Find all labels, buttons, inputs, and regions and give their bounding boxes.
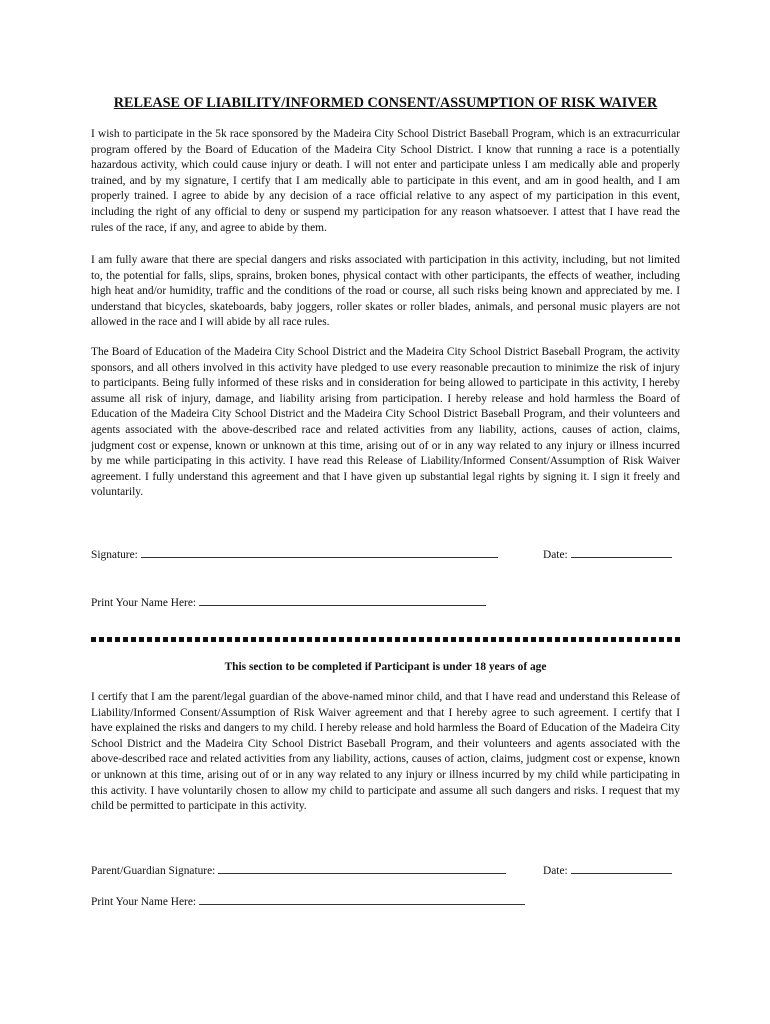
- parent-date-row: [543, 862, 672, 877]
- paragraph-risks: I am fully aware that there are special dangers and risks associated with participation in this activity, including, but not limited to, the potential for falls, slips, sprains, broken bones, physical contact with other participants, the effects of weather, including high heat and/or humidity, traffic and the conditions of the road or course, all such risks being known and appreciated by me. I understand that bicycles, skateboards, baby joggers, roller skates or roller blades, animals, and personal music players are not allowed in the race and I will abide by all race rules.: [91, 254, 680, 329]
- print-name-label: Print Your Name Here:: [91, 597, 197, 609]
- signature-line[interactable]: [141, 546, 498, 558]
- minor-section-heading: This section to be completed if Participant is under 18 years of age: [224, 661, 547, 673]
- paragraph-participation: I wish to participate in the 5k race sponsored by the Madeira City School District Baseball Program, which is an extracurricular program offered by the Board of Education of the Madeira City School District. I know that running a race is a potentially hazardous activity, which could cause injury or death. I will not enter and participate unless I am medically able and properly trained, and by my signature, I certify that I am medically able to participate in this event, and am in good health, and I am properly trained. I agree to abide by any decision of a race official relative to any aspect of my participation in this event, including the right of any official to deny or suspend my participation for any reason whatsoever. I attest that I have read the rules of the race, if any, and agree to abide by them.: [91, 128, 680, 234]
- parent-date-line[interactable]: [571, 862, 672, 874]
- parent-print-name-row: [91, 893, 525, 908]
- parent-date-label: Date:: [543, 865, 568, 877]
- parent-signature-row: [91, 862, 506, 877]
- signature-row: [91, 546, 498, 561]
- parent-signature-label: Parent/Guardian Signature:: [91, 865, 216, 877]
- date-row: [543, 546, 672, 561]
- parent-signature-line[interactable]: [218, 862, 506, 874]
- print-name-line[interactable]: [199, 594, 486, 606]
- paragraph-guardian: I certify that I am the parent/legal guardian of the above-named minor child, and that I have read and understand this Release of Liability/Informed Consent/Assumption of Risk Waiver agreement and that I hereby agree to such agreement. I certify that I have explained the risks and dangers to my child. I hereby release and hold harmless the Board of Education of the Madeira City School District and the Madeira City School District Baseball Program, and their volunteers and agents associated with the above-described race and related activities from any liability, actions, causes of action, claims, judgment cost or expense, known or unknown at this time, arising out of or in any way related to any injury or illness incurred by my child while participating in this activity. I have voluntarily chosen to allow my child to participate and assume all such dangers and risks. I request that my child be permitted to participate in this activity.: [91, 691, 680, 813]
- paragraph-release: The Board of Education of the Madeira City School District and the Madeira City School District Baseball Program, the activity sponsors, and all others involved in this activity have pledged to use every reasonable precaution to minimize the risk of injury to participants. Being fully informed of these risks and in consideration for being allowed to participate in this activity, I hereby assume all risk of injury, damage, and liability arising from participation. I hereby release and hold harmless the Board of Education of the Madeira City School District and the Madeira City School District Baseball Program, and their volunteers and agents associated with the above-described race and related activities from any liability, actions, causes of action, claims, judgment cost or expense, known or unknown at this time, arising out of or in any way related to any injury or illness incurred by me while participating in this activity. I have read this Release of Liability/Informed Consent/Assumption of Risk Waiver agreement. I fully understand this agreement and that I have given up substantial legal rights by signing it. I sign it freely and voluntarily.: [91, 346, 680, 499]
- date-line[interactable]: [571, 546, 672, 558]
- document-title: RELEASE OF LIABILITY/INFORMED CONSENT/ASSUMPTION OF RISK WAIVER: [113, 95, 658, 111]
- section-divider: [91, 637, 680, 642]
- print-name-row: [91, 594, 486, 609]
- parent-print-name-label: Print Your Name Here:: [91, 896, 197, 908]
- date-label: Date:: [543, 549, 568, 561]
- signature-label: Signature:: [91, 549, 138, 561]
- parent-print-name-line[interactable]: [199, 893, 525, 905]
